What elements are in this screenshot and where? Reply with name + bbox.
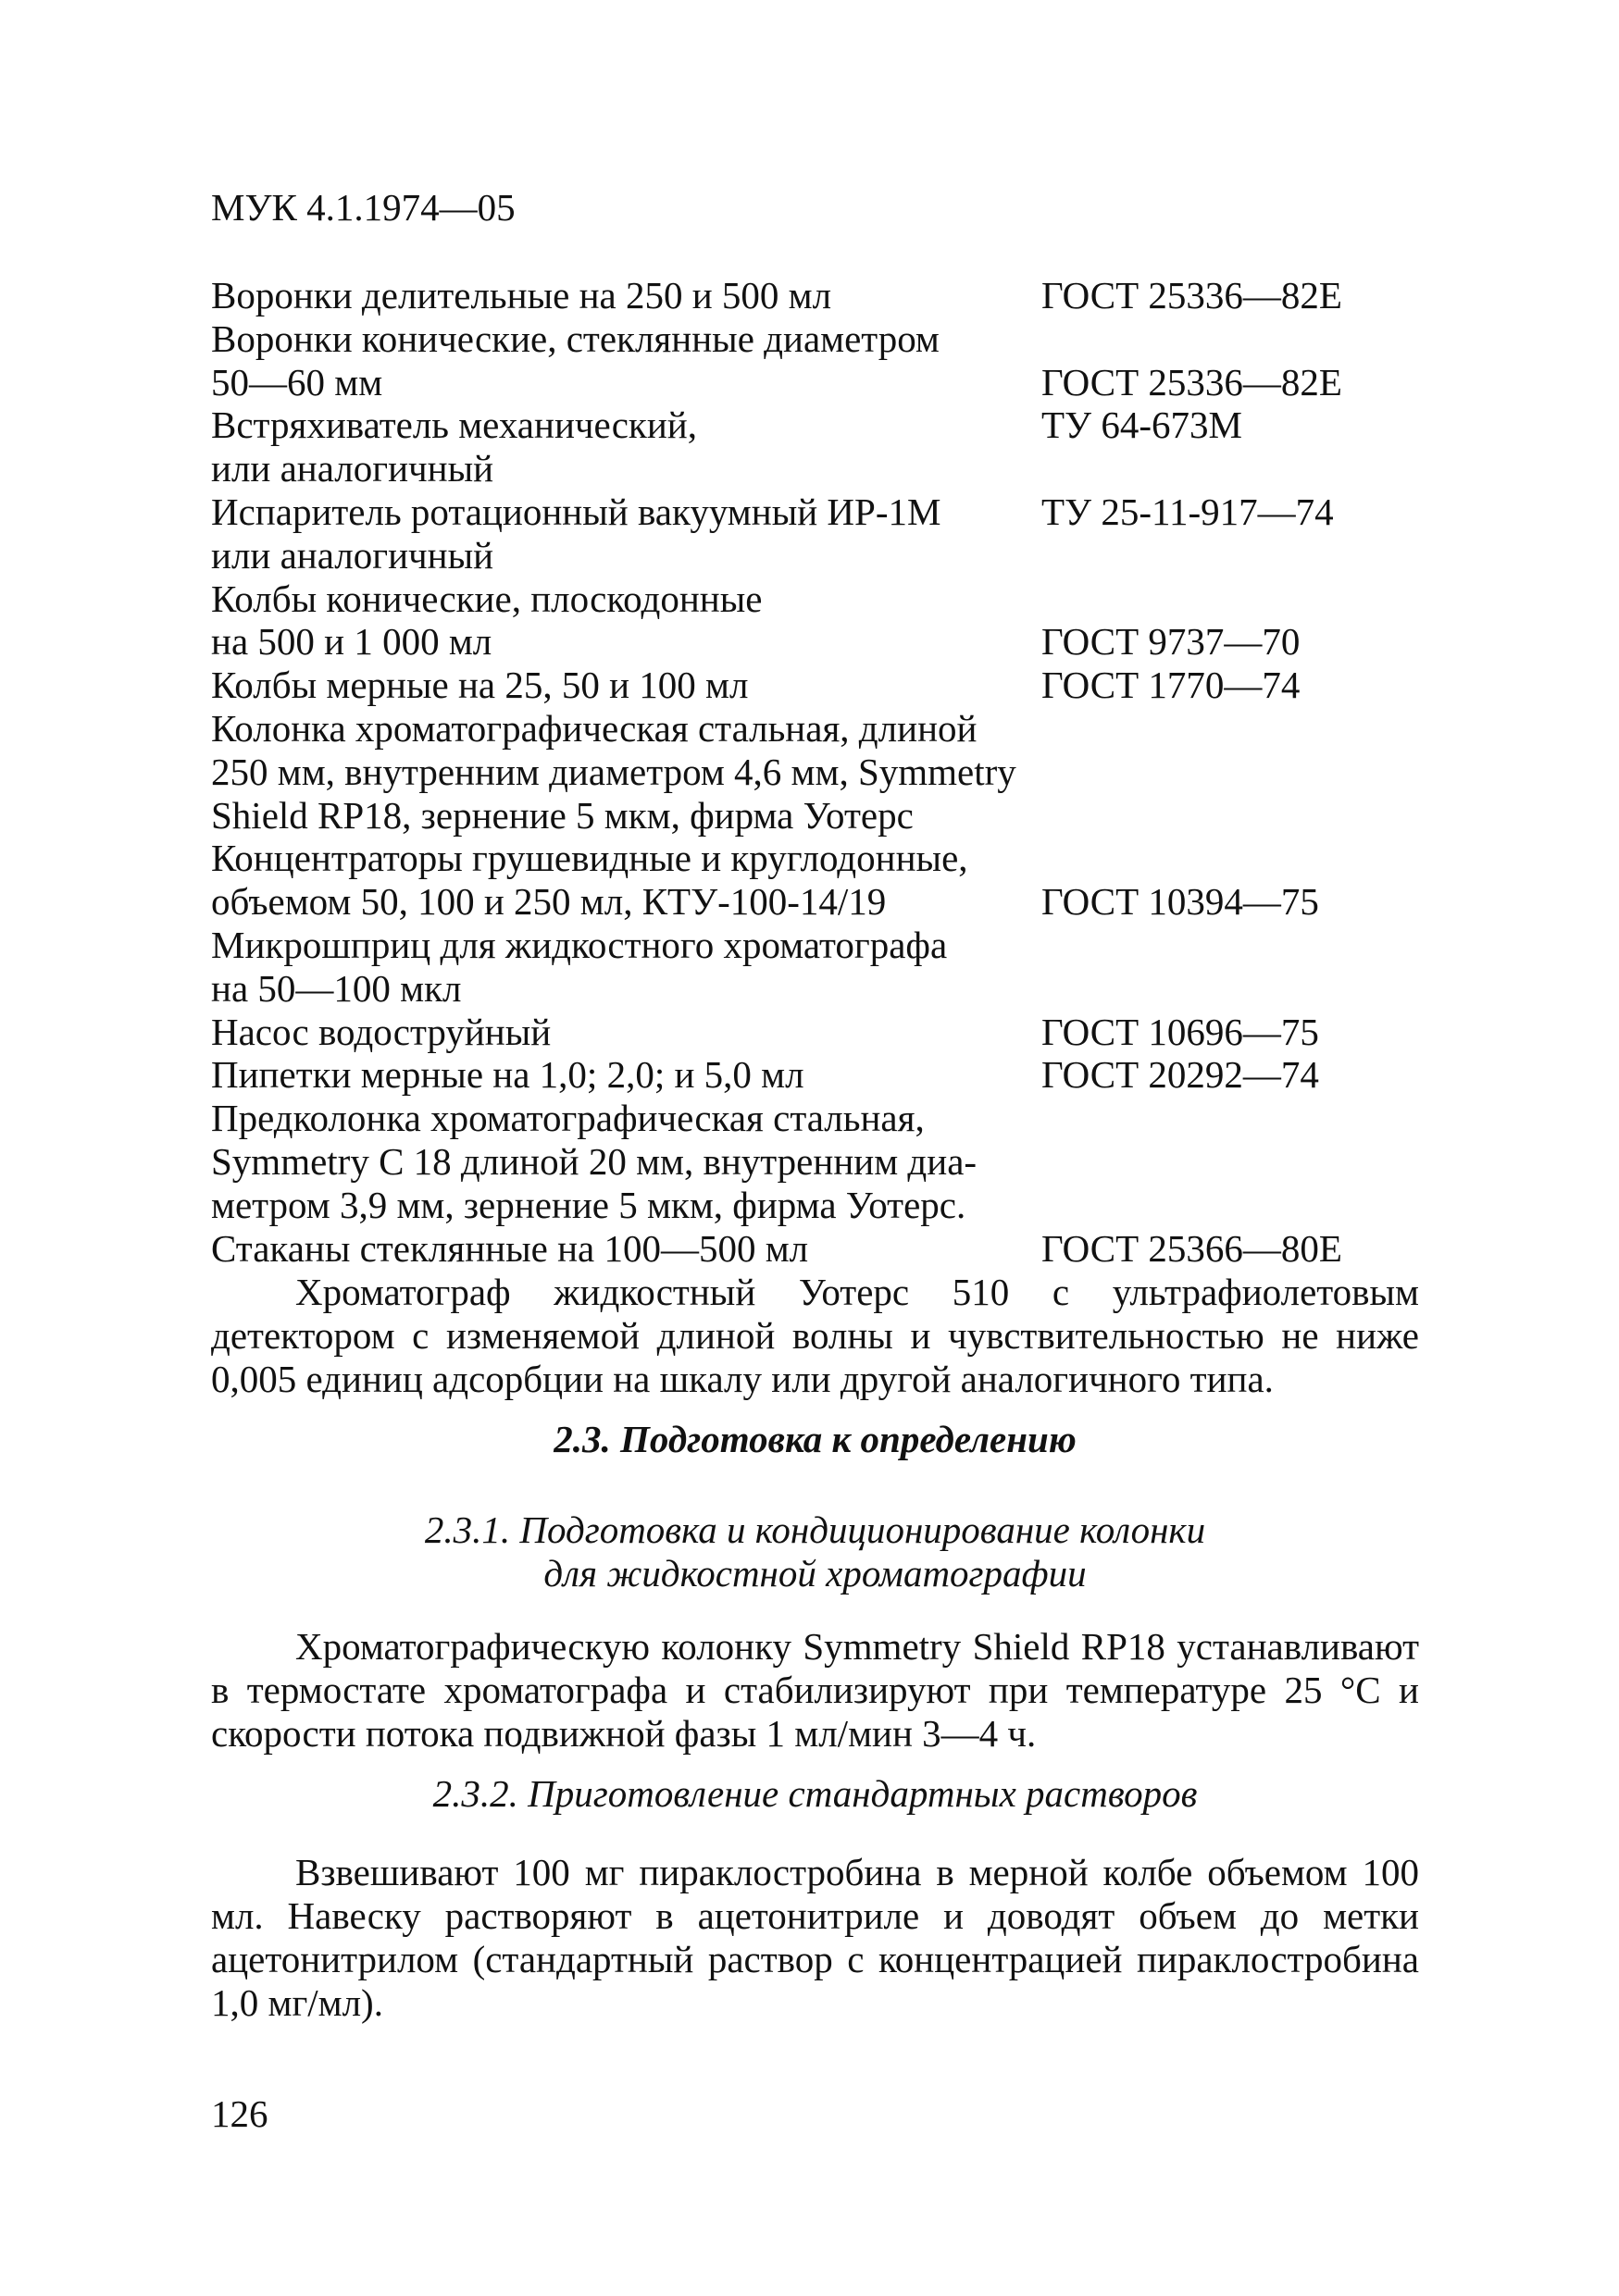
equipment-item: Пипетки мерные на 1,0; 2,0; и 5,0 мл <box>211 1053 804 1097</box>
equipment-line <box>211 403 1414 447</box>
equipment-item: или аналогичный <box>211 447 494 490</box>
equipment-line <box>211 794 1414 838</box>
equipment-item: Воронки делительные на 250 и 500 мл <box>211 274 832 316</box>
equipment-line <box>211 707 1414 751</box>
standard-reference: ГОСТ 10696—75 <box>1041 1010 1319 1053</box>
equipment-line <box>211 1184 1414 1227</box>
equipment-line <box>211 1053 1414 1097</box>
subsection-heading-2-3-2: 2.3.2. Приготовление стандартных растворов <box>432 1772 1198 1815</box>
subsection-heading-line: для жидкостной хроматографии <box>543 1552 1087 1595</box>
equipment-line <box>211 967 1414 1011</box>
equipment-item: на 50—100 мкл <box>211 966 462 1010</box>
equipment-item: на 500 и 1 000 мл <box>211 620 492 664</box>
standard-reference: ТУ 64-673М <box>1041 403 1242 447</box>
equipment-item: Воронки конические, стеклянные диаметром <box>211 316 940 360</box>
equipment-item: 250 мм, внутренним диаметром 4,6 мм, Symmetry <box>211 750 1016 793</box>
standard-reference: ГОСТ 9737—70 <box>1041 620 1301 664</box>
equipment-item: Испаритель ротационный вакуумный ИР-1М <box>211 490 941 533</box>
equipment-line <box>211 447 1414 490</box>
equipment-line <box>211 751 1414 794</box>
document-code-header: МУК 4.1.1974—05 <box>211 186 516 229</box>
standard-reference: ГОСТ 25366—80Е <box>1041 1226 1342 1270</box>
equipment-line <box>211 620 1414 664</box>
equipment-item: метром 3,9 мм, зернение 5 мкм, фирма Уотерс. <box>211 1183 966 1226</box>
standard-reference: ГОСТ 20292—74 <box>1041 1053 1319 1097</box>
equipment-line <box>211 317 1414 361</box>
standard-reference: ГОСТ 1770—74 <box>1041 664 1301 707</box>
equipment-item: Микрошприц для жидкостного хроматографа <box>211 923 948 966</box>
equipment-line <box>211 490 1414 534</box>
equipment-line <box>211 577 1414 621</box>
equipment-line <box>211 837 1414 880</box>
equipment-item: Колбы мерные на 25, 50 и 100 мл <box>211 664 749 707</box>
equipment-item: Колбы конические, плоскодонные <box>211 577 763 620</box>
equipment-line <box>211 534 1414 577</box>
chromatograph-paragraph: Хроматограф жидкостный Уотерс 510 с ультрафиолетовым детектором с изменяемой длиной волны и чувствительностью не ниже 0,005 единиц адсорбции на шкалу или другой аналогичного типа. <box>211 1271 1419 1400</box>
equipment-line <box>211 274 1414 317</box>
equipment-item: Предколонка хроматографическая стальная, <box>211 1097 925 1140</box>
equipment-line <box>211 1097 1414 1140</box>
equipment-item: 50—60 мм <box>211 360 383 403</box>
standard-reference: ГОСТ 25336—82Е <box>1041 360 1342 403</box>
subsection-heading-2-3-1 <box>211 1508 1419 1595</box>
equipment-item: Стаканы стеклянные на 100—500 мл <box>211 1226 809 1270</box>
equipment-item: Symmetry C 18 длиной 20 мм, внутренним диа- <box>211 1139 978 1183</box>
column-setup-paragraph: Хроматографическую колонку Symmetry Shield RP18 устанавливают в термостате хроматографа и стабилизируют при температуре 25 °С и скорости потока подвижной фазы 1 мл/мин 3—4 ч. <box>211 1625 1419 1755</box>
section-heading-2-3: 2.3. Подготовка к определению <box>554 1418 1077 1460</box>
equipment-line <box>211 1011 1414 1054</box>
equipment-line <box>211 924 1414 967</box>
equipment-item: Встряхиватель механический, <box>211 403 697 447</box>
equipment-item: Колонка хроматографическая стальная, длиной <box>211 706 978 750</box>
equipment-line <box>211 664 1414 707</box>
equipment-item: Концентраторы грушевидные и круглодонные, <box>211 837 968 880</box>
standards-paragraph: Взвешивают 100 мг пираклостробина в мерной колбе объемом 100 мл. Навеску растворяют в ацетонитриле и доводят объем до метки ацетонитрилом (стандартный раствор с концентрацией пираклостробина 1,0 мг/мл). <box>211 1851 1419 2024</box>
equipment-list <box>211 274 1414 1270</box>
standard-reference: ГОСТ 25336—82Е <box>1041 274 1342 316</box>
equipment-item: Насос водоструйный <box>211 1010 552 1053</box>
equipment-line <box>211 880 1414 924</box>
equipment-line <box>211 361 1414 404</box>
subsection-heading-line: 2.3.1. Подготовка и кондиционирование колонки <box>424 1508 1206 1551</box>
standard-reference: ГОСТ 10394—75 <box>1041 880 1319 924</box>
equipment-item: Shield RP18, зернение 5 мкм, фирма Уотерс <box>211 793 914 837</box>
equipment-line <box>211 1140 1414 1184</box>
page-number: 126 <box>211 2092 268 2135</box>
equipment-item: или аналогичный <box>211 533 494 577</box>
equipment-line <box>211 1227 1414 1271</box>
standard-reference: ТУ 25-11-917—74 <box>1041 490 1334 533</box>
equipment-item: объемом 50, 100 и 250 мл, КТУ-100-14/19 <box>211 880 887 924</box>
